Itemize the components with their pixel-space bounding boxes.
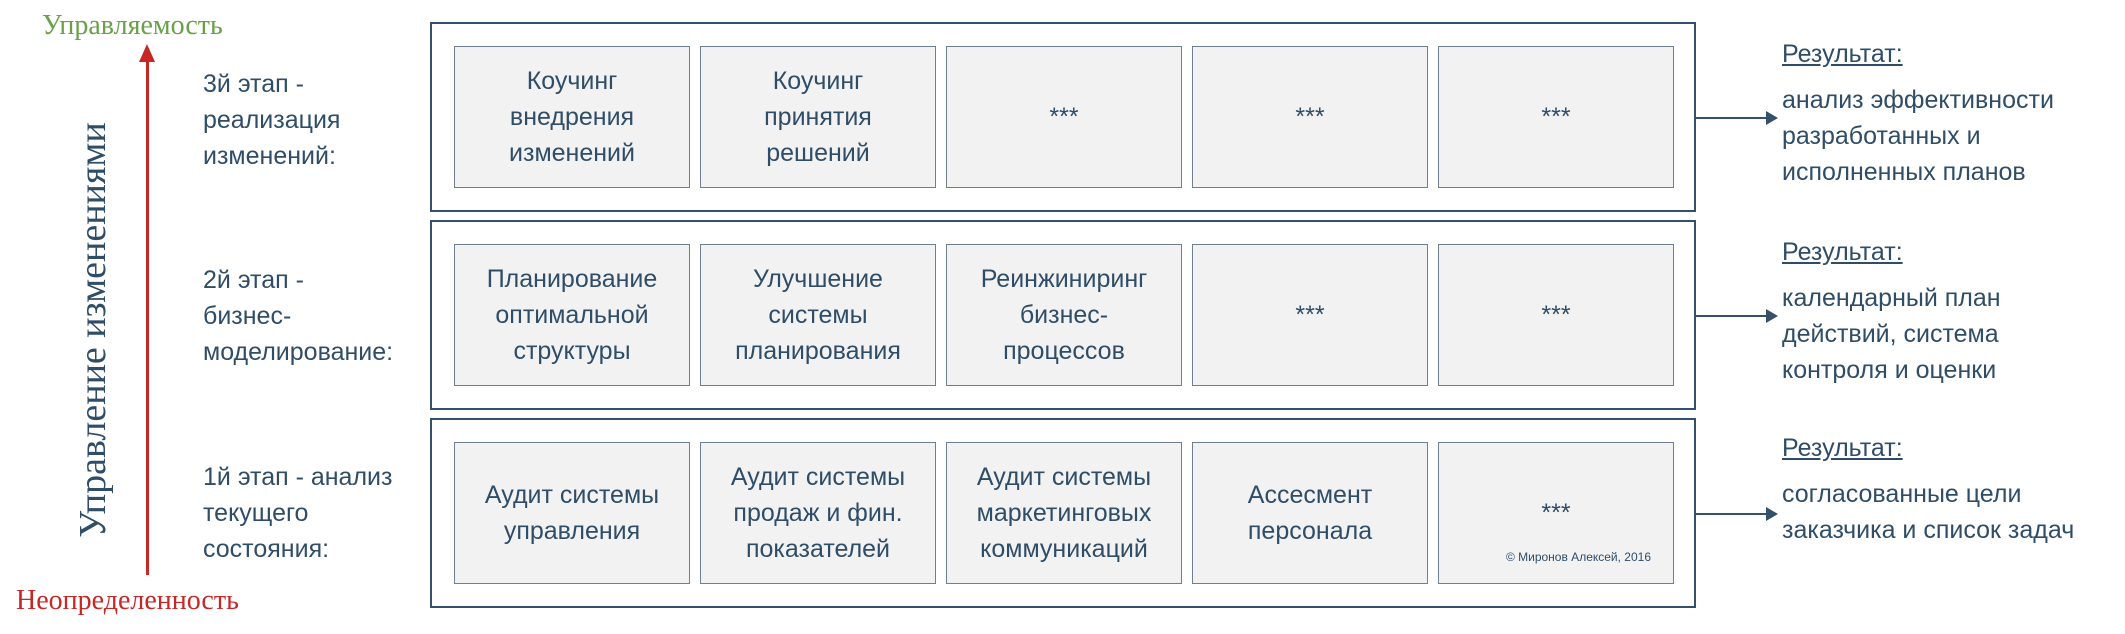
box-text: Реинжиниринг бизнес- процессов: [980, 265, 1148, 365]
box-text: Аудит системы маркетинговых коммуникаций: [976, 463, 1152, 563]
axis-arrow-line: [146, 60, 149, 575]
box-text: ***: [1541, 499, 1571, 527]
copyright: © Миронов Алексей, 2016: [1505, 550, 1651, 564]
axis-top-label: Управляемость: [42, 10, 223, 41]
box-text: Улучшение системы планирования: [735, 265, 901, 365]
box-text: Аудит системы продаж и фин. показателей: [730, 463, 906, 563]
vertical-title: Управление изменениями: [72, 122, 114, 538]
stage-3-box-4: [1192, 46, 1428, 188]
result-line: действий, система: [1782, 320, 1999, 348]
box-text: Ассесмент персонала: [1247, 481, 1373, 545]
box-text: ***: [1049, 103, 1079, 131]
stage-1-box-1: [454, 442, 690, 584]
box-text: Аудит системы управления: [484, 481, 660, 545]
stage-3-result-arrow: [1696, 117, 1776, 119]
stage-3-label: [203, 66, 433, 174]
stage-1-box-3: [946, 442, 1182, 584]
stage-3-box-1: [454, 46, 690, 188]
stage-1-result-arrow: [1696, 513, 1776, 515]
stage-3-box-3: [946, 46, 1182, 188]
stage-2-box-1: [454, 244, 690, 386]
stage-3-result: [1782, 36, 2122, 190]
stage-3-label-line: 3й этап -: [203, 70, 304, 98]
stage-2-box-3: [946, 244, 1182, 386]
stage-1-box-5: [1438, 442, 1674, 584]
result-title: Результат:: [1782, 434, 1903, 462]
box-text: Коучинг внедрения изменений: [509, 67, 635, 167]
stage-2-box-4: [1192, 244, 1428, 386]
stage-2-label-line: бизнес-: [203, 302, 292, 330]
stage-2-result: [1782, 234, 2122, 388]
box-text: Планирование оптимальной структуры: [486, 265, 658, 365]
stage-1-result: [1782, 430, 2122, 548]
box-text: Коучинг принятия решений: [764, 67, 872, 167]
stage-1-box-4: [1192, 442, 1428, 584]
result-line: календарный план: [1782, 284, 2001, 312]
box-text: ***: [1295, 103, 1325, 131]
result-line: контроля и оценки: [1782, 356, 1997, 384]
stage-2-box-2: [700, 244, 936, 386]
stage-1-label-line: 1й этап - анализ: [203, 463, 393, 491]
stage-1-box-2: [700, 442, 936, 584]
box-text: ***: [1295, 301, 1325, 329]
stage-3-box-5: [1438, 46, 1674, 188]
result-title: Результат:: [1782, 40, 1903, 68]
result-title: Результат:: [1782, 238, 1903, 266]
stage-2-box-5: [1438, 244, 1674, 386]
result-line: исполненных планов: [1782, 158, 2026, 186]
result-line: анализ эффективности: [1782, 86, 2054, 114]
result-line: заказчика и список задач: [1782, 516, 2075, 544]
stage-2-result-arrow: [1696, 315, 1776, 317]
stage-2-label-line: моделирование:: [203, 338, 394, 366]
stage-3-label-line: изменений:: [203, 142, 336, 170]
stage-1-label: [203, 459, 433, 567]
stage-1-label-line: состояния:: [203, 535, 330, 563]
stage-1-frame: [430, 418, 1696, 608]
box-text: ***: [1541, 103, 1571, 131]
box-text: ***: [1541, 301, 1571, 329]
stage-3-box-2: [700, 46, 936, 188]
axis-bottom-label: Неопределенность: [16, 585, 239, 616]
stage-3-label-line: реализация: [203, 106, 341, 134]
result-line: согласованные цели: [1782, 480, 2022, 508]
stage-2-label-line: 2й этап -: [203, 266, 304, 294]
stage-2-label: [203, 262, 433, 370]
result-line: разработанных и: [1782, 122, 1981, 150]
stage-3-frame: [430, 22, 1696, 212]
stage-1-label-line: текущего: [203, 499, 309, 527]
stage-2-frame: [430, 220, 1696, 410]
